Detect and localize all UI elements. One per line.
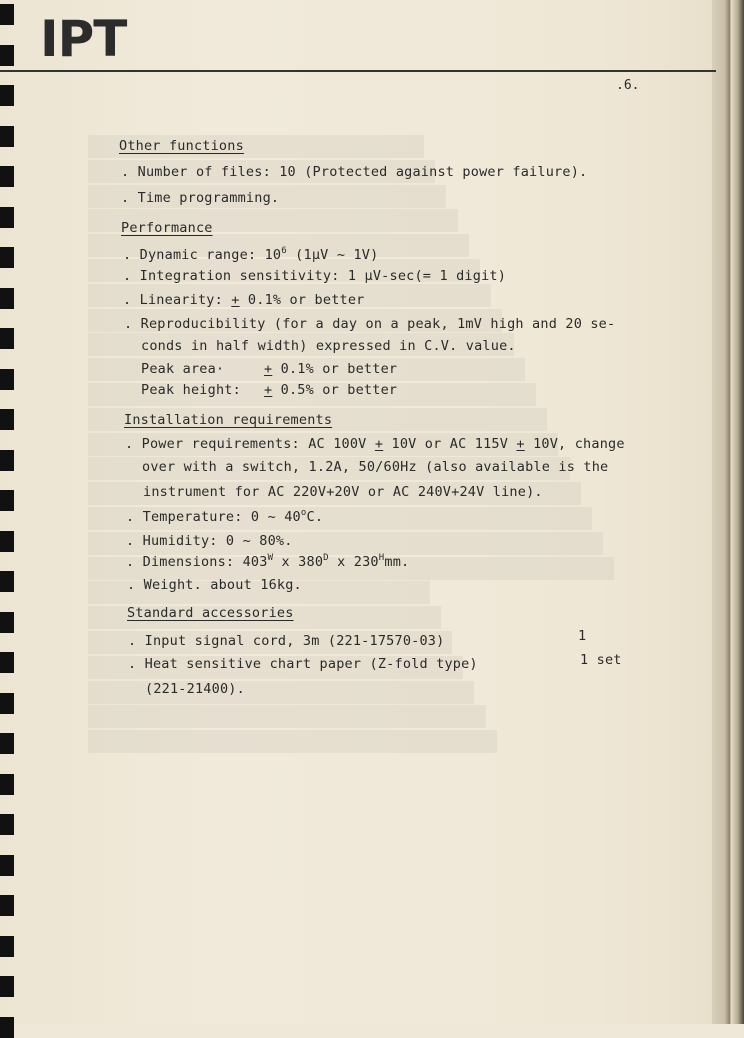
temperature-suffix: C. (306, 509, 324, 525)
section-heading-other-functions: Other functions (119, 138, 244, 154)
humidity-line: . Humidity: 0 ~ 80%. (126, 533, 293, 549)
plus-minus-sign: + (516, 436, 525, 452)
peak-height-value: 0.5% or better (272, 382, 398, 398)
dynamic-range-prefix: . Dynamic range: 10 (123, 247, 282, 263)
temperature-prefix: . Temperature: 0 ~ 40 (126, 509, 301, 525)
plus-minus-sign: + (231, 292, 240, 308)
binding-ring (0, 895, 14, 916)
binding-ring (0, 774, 14, 795)
plus-minus-sign: + (264, 382, 273, 398)
weight-line: . Weight. about 16kg. (127, 577, 302, 593)
integration-sensitivity-line: . Integration sensitivity: 1 μV-sec(= 1 digit) (123, 268, 507, 284)
dimensions-part: x 230 (328, 554, 379, 570)
linearity-line (123, 292, 365, 308)
degree-sign: o (300, 508, 307, 518)
peak-area-value: 0.1% or better (272, 361, 398, 377)
binding-ring (0, 814, 14, 835)
binding-ring (0, 166, 14, 187)
binding-ring (0, 571, 14, 592)
accessory-quantity: 1 set (580, 652, 622, 668)
dynamic-range-line (123, 247, 378, 263)
accessory-item: . Heat sensitive chart paper (Z-fold type) (128, 656, 478, 672)
binding-ring (0, 490, 14, 511)
binding-ring (0, 409, 14, 430)
binding-ring (0, 369, 14, 390)
power-requirements-line: instrument for AC 220V+20V or AC 240V+24V line). (143, 484, 543, 500)
binding-ring (0, 612, 14, 633)
bleed-through-band (88, 705, 486, 728)
dimension-superscript: W (267, 553, 274, 563)
plus-minus-sign: + (374, 436, 384, 452)
accessory-item: . Input signal cord, 3m (221-17570-03) (128, 633, 445, 649)
power-requirements-line (125, 436, 625, 452)
list-item: . Time programming. (121, 190, 280, 206)
binding-ring (0, 693, 14, 714)
accessory-quantity: 1 (578, 628, 587, 644)
spiral-binding (0, 0, 16, 1024)
ipt-logo: IPT (40, 10, 127, 68)
binding-ring (0, 531, 14, 552)
power-requirements-line: over with a switch, 1.2A, 50/60Hz (also available is the (142, 459, 609, 475)
header-rule (0, 70, 716, 72)
binding-ring (0, 288, 14, 309)
binding-ring (0, 976, 14, 997)
dimension-superscript: D (323, 553, 329, 563)
power-part: 10V or AC 115V (383, 436, 517, 452)
peak-height-label: Peak height: (141, 382, 241, 398)
accessory-item-continued: (221-21400). (145, 681, 245, 697)
linearity-prefix: . Linearity: (123, 292, 232, 308)
linearity-suffix: 0.1% or better (239, 292, 365, 308)
peak-area-line (141, 361, 397, 377)
binding-ring (0, 328, 14, 349)
dynamic-range-exponent: 6 (281, 246, 287, 256)
binding-ring (0, 45, 14, 66)
dimensions-part: . Dimensions: 403 (126, 554, 268, 570)
section-heading-accessories: Standard accessories (127, 605, 294, 621)
dimensions-part: x 380 (273, 554, 324, 570)
binding-ring (0, 126, 14, 147)
binding-ring (0, 733, 14, 754)
section-heading-installation: Installation requirements (124, 412, 333, 428)
dimensions-part: mm. (384, 554, 410, 570)
peak-area-label: Peak area· (141, 361, 225, 377)
binding-ring (0, 4, 14, 25)
binding-ring (0, 855, 14, 876)
reproducibility-line: conds in half width) expressed in C.V. value. (141, 338, 516, 354)
section-heading-performance: Performance (121, 220, 213, 236)
power-part: . Power requirements: AC 100V (125, 436, 375, 452)
bleed-through-band (88, 730, 497, 753)
dimensions-line (126, 554, 409, 570)
power-part: 10V, change (524, 436, 625, 452)
reproducibility-line: . Reproducibility (for a day on a peak, 1mV high and 20 se- (124, 316, 616, 332)
plus-minus-sign: + (264, 361, 273, 377)
binding-ring (0, 247, 14, 268)
binding-ring (0, 450, 14, 471)
page-stack-edge (712, 0, 744, 1024)
binding-ring (0, 85, 14, 106)
peak-height-line (141, 382, 397, 398)
dimension-superscript: H (378, 553, 385, 563)
binding-ring (0, 652, 14, 673)
list-item: . Number of files: 10 (Protected against power failure). (121, 164, 588, 180)
binding-ring (0, 1017, 14, 1038)
page-number: .6. (616, 78, 640, 93)
binding-ring (0, 207, 14, 228)
temperature-line (126, 509, 323, 525)
binding-ring (0, 936, 14, 957)
dynamic-range-suffix: (1μV ~ 1V) (286, 247, 379, 263)
